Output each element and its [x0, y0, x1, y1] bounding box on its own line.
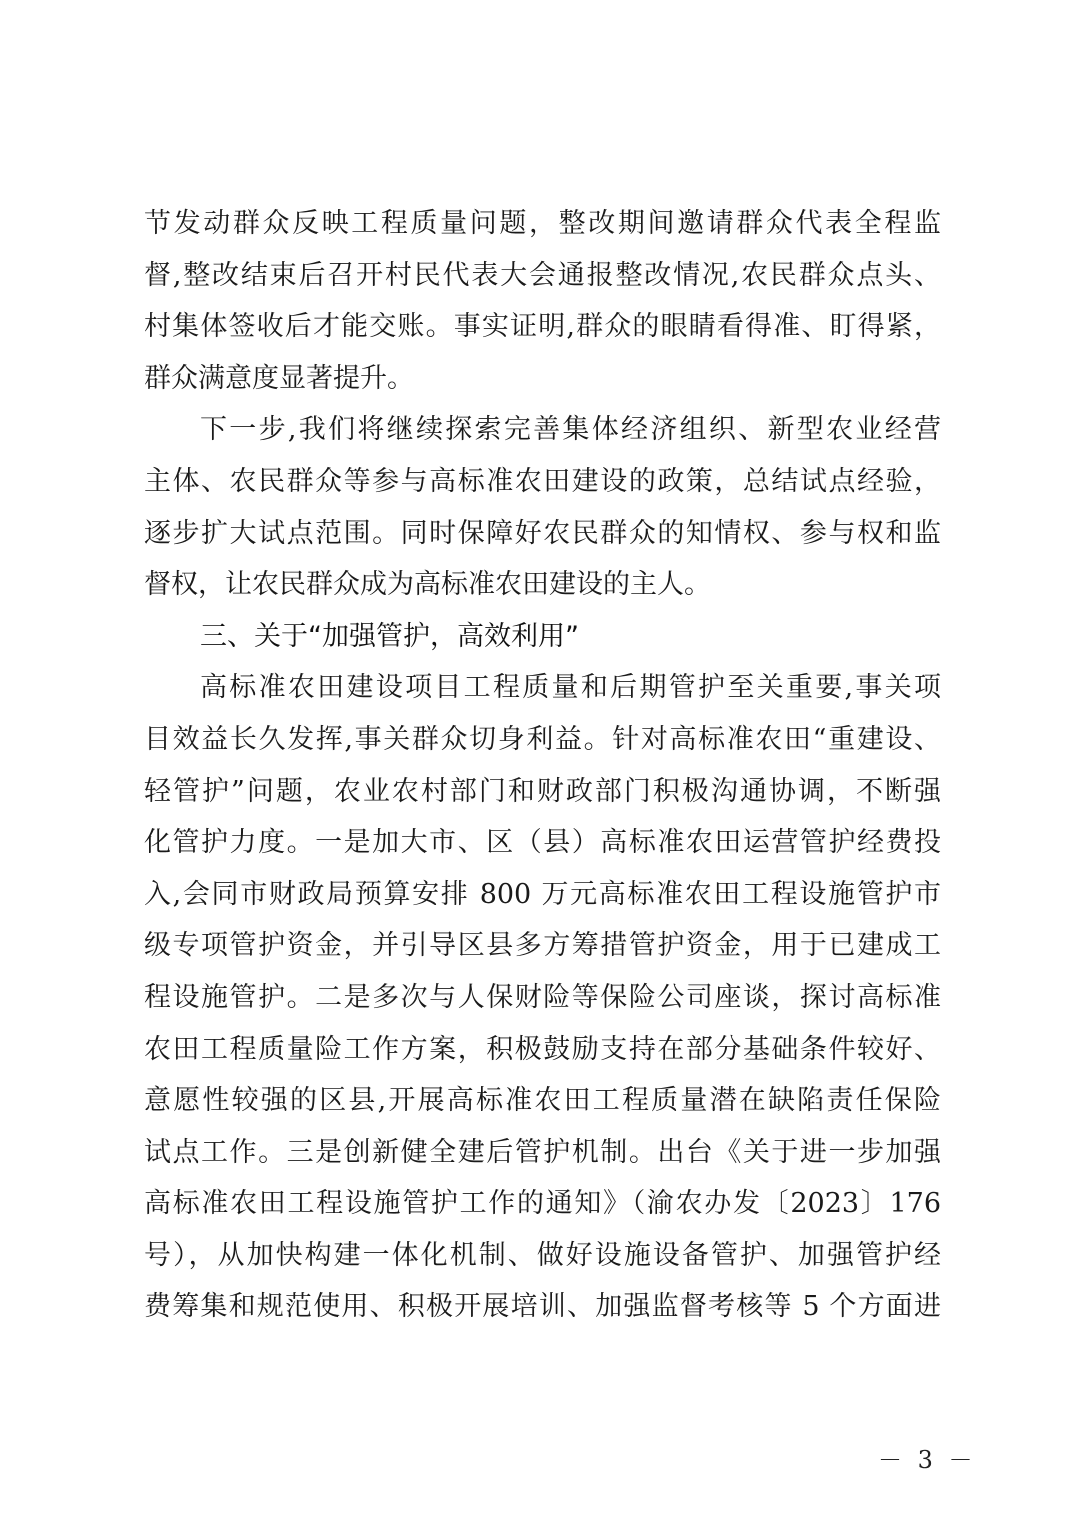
text-line: 号），从加快构建一体化机制、做好设施设备管护、加强管护经 — [144, 1239, 941, 1271]
text-line: 节发动群众反映工程质量问题，整改期间邀请群众代表全程监 — [144, 208, 941, 239]
paragraph-section-3 — [144, 662, 941, 1333]
text-line: 主体、农民群众等参与高标准农田建设的政策，总结试点经验， — [144, 465, 941, 497]
text-line: 逐步扩大试点范围。同时保障好农民群众的知情权、参与权和监 — [144, 517, 941, 549]
text-line: 试点工作。三是创新健全建后管护机制。出台《关于进一步加强 — [144, 1136, 941, 1168]
text-line: 村集体签收后才能交账。事实证明,群众的眼睛看得准、盯得紧， — [144, 311, 941, 343]
text-line: 督权，让农民群众成为高标准农田建设的主人。 — [144, 569, 711, 601]
text-line: 督,整改结束后召开村民代表大会通报整改情况,农民群众点头、 — [144, 259, 941, 291]
text-line: 级专项管护资金，并引导区县多方筹措管护资金，用于已建成工 — [144, 930, 941, 962]
text-line: 程设施管护。二是多次与人保财险等保险公司座谈，探讨高标准 — [144, 981, 941, 1013]
paragraph-next-step — [144, 404, 941, 610]
section-heading: 三、关于“加强管护，高效利用” — [200, 620, 579, 652]
text-line: 入,会同市财政局预算安排 800 万元高标准农田工程设施管护市 — [144, 878, 941, 910]
text-line: 轻管护”问题，农业农村部门和财政部门积极沟通协调，不断强 — [144, 775, 941, 807]
text-line: 目效益长久发挥,事关群众切身利益。针对高标准农田“重建设、 — [144, 723, 941, 755]
document-body — [144, 198, 941, 1333]
paragraph-continuation — [144, 198, 941, 404]
page-number: － 3 － — [878, 1446, 977, 1474]
text-line: 意愿性较强的区县,开展高标准农田工程质量潜在缺陷责任保险 — [144, 1085, 941, 1117]
text-line: 化管护力度。一是加大市、区（县）高标准农田运营管护经费投 — [144, 827, 941, 859]
text-line: 群众满意度显著提升。 — [144, 362, 414, 394]
text-line: 高标准农田建设项目工程质量和后期管护至关重要,事关项 — [200, 672, 941, 704]
text-line: 下一步,我们将继续探索完善集体经济组织、新型农业经营 — [200, 414, 941, 446]
text-line: 高标准农田工程设施管护工作的通知》（渝农办发〔2023〕176 — [144, 1188, 941, 1220]
text-line: 农田工程质量险工作方案，积极鼓励支持在部分基础条件较好、 — [144, 1033, 941, 1065]
text-line: 费筹集和规范使用、积极开展培训、加强监督考核等 5 个方面进 — [144, 1291, 941, 1323]
